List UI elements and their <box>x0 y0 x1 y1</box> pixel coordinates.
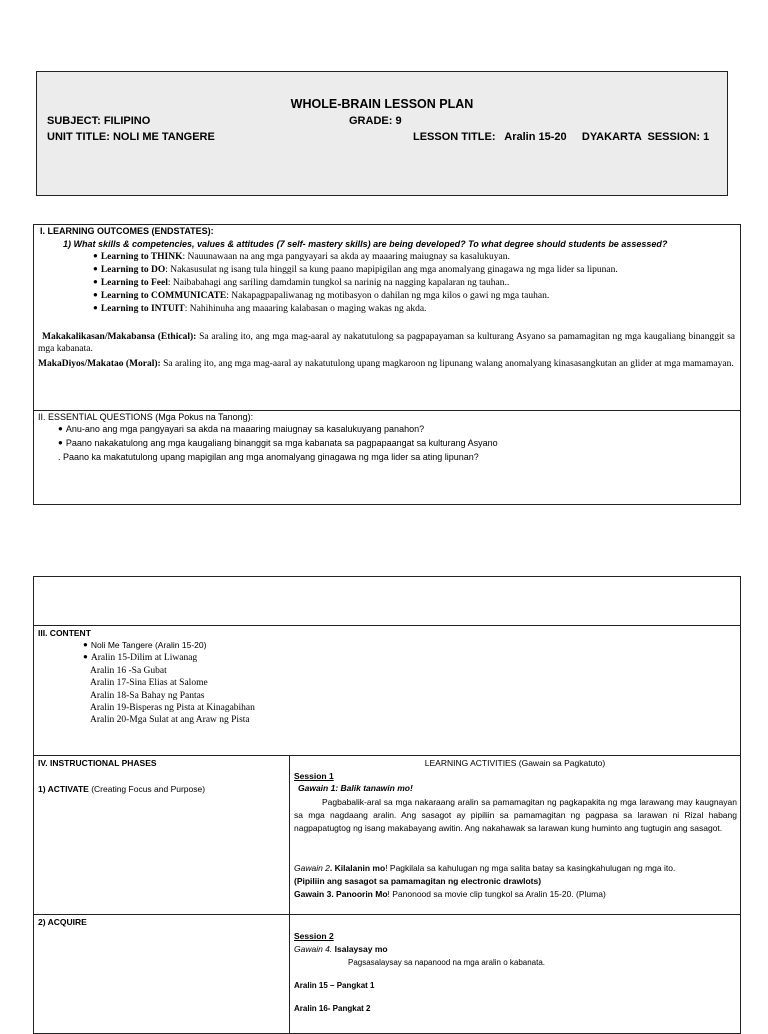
gawain-3: Gawain 3. Panoorin Mo! Panonood sa movie clip tungkol sa Aralin 15-20. (Pluma) <box>294 889 606 899</box>
outcomes-heading: I. LEARNING OUTCOMES (ENDSTATES): <box>40 226 214 236</box>
learning-activities-column <box>289 755 741 915</box>
content-item: Aralin 17-Sina Elias at Salome <box>90 678 208 688</box>
question-item: ● Paano nakakatulong ang mga kaugaliang binanggit sa mga kabanata sa pagpapaangat sa kulturang Asyano <box>58 438 498 448</box>
phases-heading: IV. INSTRUCTIONAL PHASES <box>38 758 157 768</box>
question-item: . Paano ka makatutulong upang mapigilan ang mga anomalyang ginagawa ng mga lider sa ating lipunan? <box>58 452 479 462</box>
session-2-label: Session 2 <box>294 931 334 941</box>
outcomes-question: 1) What skills & competencies, values & attitudes (7 self- mastery skills) are being developed? To what degree should students be assessed? <box>63 239 668 249</box>
document-title: WHOLE-BRAIN LESSON PLAN <box>290 97 474 111</box>
acquire-heading: 2) ACQUIRE <box>38 917 87 927</box>
question-item: ● Anu-ano ang mga pangyayari sa akda na maaaring maiugnay sa kasalukuyang panahon? <box>58 424 424 434</box>
content-item: ● Aralin 15-Dilim at Liwanag <box>83 653 197 663</box>
content-item: Aralin 16 -Sa Gubat <box>90 666 167 676</box>
content-section <box>33 625 741 756</box>
outcome-feel: ● Learning to Feel: Naibabahagi ang sariling damdamin tungkol sa narinig na nagging kapalaran ng tauhan.. <box>93 278 509 288</box>
content-item: Aralin 20-Mga Sulat at ang Araw ng Pista <box>90 715 250 725</box>
group-1-label: Aralin 15 – Pangkat 1 <box>294 981 375 990</box>
acquire-phase-column <box>33 914 290 1034</box>
outcome-intuit: ● Learning to INTUIT: Nahihinuha ang maaaring kalabasan o maging wakas ng akda. <box>93 304 426 314</box>
gawain-2: Gawain 2. Kilalanin mo! Pagkilala sa kahulugan ng mga salita batay sa kasingkahulugan ng mga ito. <box>294 863 676 873</box>
session-1-label: Session 1 <box>294 771 334 781</box>
outcome-think: ● Learning to THINK: Nauunawaan na ang mga pangyayari sa akda ay maaaring maiugnay sa kasalukuyan. <box>93 252 510 262</box>
questions-heading: II. ESSENTIAL QUESTIONS (Mga Pokus na Tanong): <box>38 412 254 422</box>
activate-phase: 1) ACTIVATE (Creating Focus and Purpose) <box>38 784 206 794</box>
blank-row <box>33 576 741 626</box>
outcome-do: ● Learning to DO: Nakasusulat ng isang tula hinggil sa kung paano mapipigilan ang mga anomalyang ginagawa ng mga lider sa lipunan. <box>93 265 618 275</box>
content-main-item: ● Noli Me Tangere (Aralin 15-20) <box>83 640 206 650</box>
unit-title: UNIT TITLE: NOLI ME TANGERE <box>47 131 215 143</box>
content-heading: III. CONTENT <box>38 628 91 638</box>
gawain-4-title: Gawain 4. Isalaysay mo <box>294 944 388 954</box>
lesson-title: LESSON TITLE: Aralin 15-20 DYAKARTA SESSION: 1 <box>413 131 710 143</box>
instructional-phases-column <box>33 755 290 915</box>
content-item: Aralin 18-Sa Bahay ng Pantas <box>90 691 205 701</box>
acquire-activities-column <box>289 914 741 1034</box>
gawain-1-text: Pagbabalik-aral sa mga nakaraang aralin sa pamamagitan ng pagkapakita ng mga larawang may kaugnayan sa mga nagdaang aralin. Ang sasagot ay pipiliin sa pamamagitan ng pagpasa sa larawan ni Rizal habang nagpapatugtog ng isang makabayang awitin. Ang nakahawak sa larawan kung huminto ang tugtugin ang sasagot. <box>294 797 737 833</box>
moral-outcome: MakaDiyos/Makatao (Moral): Sa araling ito, ang mga mag-aaral ay nakatutulong upang magkaroon ng lipunang walang anomalyang kinasasangkutan an glider at mga mamamayan. <box>38 359 734 369</box>
gawain-2-note: (Pipiliin ang sasagot sa pamamagitan ng electronic drawlots) <box>294 876 542 886</box>
essential-questions-section <box>33 410 741 505</box>
activities-heading: LEARNING ACTIVITIES (Gawain sa Pagkatuto) <box>424 758 606 768</box>
ethical-outcome: Makakalikasan/Makabansa (Ethical): Sa araling ito, ang mga mag-aaral ay nakatutulong sa pagpapayaman sa kulturang Asyano sa pamamagitan ng mga kaugaliang binanggit sa mga kabanata. <box>38 332 736 354</box>
group-2-label: Aralin 16- Pangkat 2 <box>294 1004 371 1013</box>
content-item: Aralin 19-Bisperas ng Pista at Kinagabihan <box>90 703 255 713</box>
gawain-1-title: Gawain 1: Balik tanawin mo! <box>298 783 413 793</box>
lesson-plan-header <box>36 71 728 196</box>
subject-label: SUBJECT: FILIPINO <box>47 115 151 127</box>
gawain-4-text: Pagsasalaysay sa napanood na mga aralin o kabanata. <box>348 958 546 967</box>
outcome-communicate: ● Learning to COMMUNICATE: Nakapagpapaliwanag ng motibasyon o dahilan ng mga kilos o gawi ng mga tauhan. <box>93 291 549 301</box>
learning-outcomes-section <box>33 224 741 411</box>
grade-label: GRADE: 9 <box>349 115 402 127</box>
